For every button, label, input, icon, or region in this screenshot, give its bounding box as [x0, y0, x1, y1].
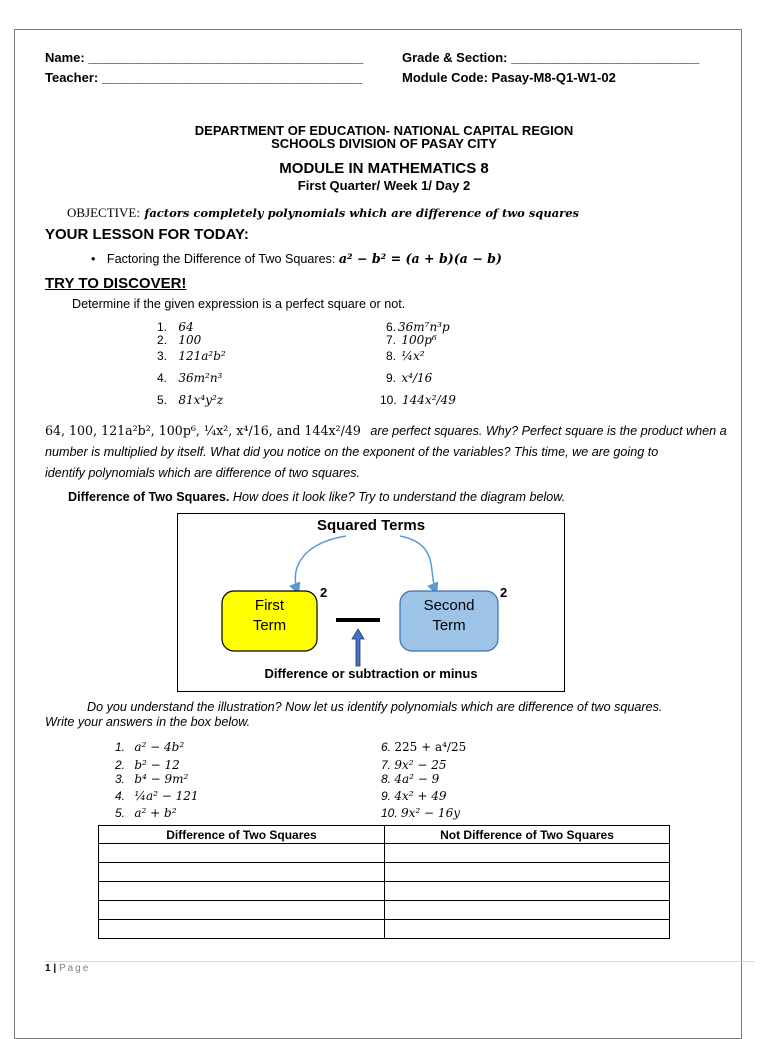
list-item: 1. 64: [157, 320, 194, 334]
answer-cell[interactable]: [385, 863, 670, 882]
perfect-squares-list: 64, 100, 121a²b², 100p⁶, ¼x², x⁴/16, and 144x²/49: [45, 423, 361, 438]
quarter-subtitle: First Quarter/ Week 1/ Day 2: [297, 178, 471, 193]
answer-cell[interactable]: [99, 844, 385, 863]
lesson-bullet-text: Factoring the Difference of Two Squares:: [106, 252, 336, 266]
list-item: 9. x⁴/16: [386, 371, 433, 385]
lesson-formula: a² − b² = (a + b)(a − b): [338, 251, 502, 266]
footer-separator: |: [53, 963, 57, 974]
teacher-label: Teacher:: [45, 70, 99, 85]
name-label: Name:: [45, 50, 85, 65]
column-header-not-difference: Not Difference of Two Squares: [385, 826, 670, 844]
answer-cell[interactable]: [99, 863, 385, 882]
list-item: 9. 4x² + 49: [381, 789, 447, 803]
difference-intro: Difference of Two Squares. How does it look like? Try to understand the diagram below.: [68, 490, 566, 504]
first-exponent: 2: [320, 585, 328, 600]
department-title: DEPARTMENT OF EDUCATION- NATIONAL CAPITAL REGION: [194, 123, 574, 138]
teacher-line: ____________________________________: [101, 70, 363, 85]
module-code: Module Code: Pasay-M8-Q1-W1-02: [402, 70, 616, 85]
list-item: 2. b² − 12: [115, 758, 180, 772]
difference-of-squares-diagram: [177, 513, 565, 692]
answer-cell[interactable]: [99, 901, 385, 920]
answer-table: [98, 825, 670, 939]
table-row: [99, 844, 670, 863]
list-item: 1. a² − 4b²: [115, 740, 185, 754]
grade-section-field: [402, 50, 699, 65]
list-item: 4. ¼a² − 121: [115, 789, 199, 803]
teacher-field: [45, 70, 362, 85]
column-header-difference: Difference of Two Squares: [99, 826, 385, 844]
list-item: 10. 144x²/49: [380, 393, 456, 407]
illustration-line-2: Write your answers in the box below.: [45, 715, 251, 729]
page-footer: [45, 963, 90, 974]
table-row: [99, 920, 670, 939]
list-item: 2. 100: [157, 333, 202, 347]
answer-cell[interactable]: [385, 920, 670, 939]
table-row: [99, 863, 670, 882]
objective-text: factors completely polynomials which are difference of two squares: [144, 206, 580, 220]
answer-cell[interactable]: [385, 882, 670, 901]
grade-label: Grade & Section:: [402, 50, 508, 65]
list-item: 8. 4a² − 9: [381, 772, 440, 786]
answer-cell[interactable]: [99, 882, 385, 901]
objective-label: OBJECTIVE:: [67, 205, 140, 220]
first-term-label: First Term: [252, 597, 287, 634]
list-item: 4. 36m²n³: [157, 371, 223, 385]
list-item: 6. 36m⁷n³p: [386, 320, 450, 334]
list-item: 8. ¼x²: [386, 349, 425, 363]
objective: [67, 204, 579, 222]
explanation-line-2: number is multiplied by itself. What did you notice on the exponent of the variables? This time, we are going to: [45, 445, 659, 459]
list-item: 7. 100p⁶: [386, 333, 437, 347]
list-item: 3. b⁴ − 9m²: [115, 772, 189, 786]
answer-cell[interactable]: [385, 844, 670, 863]
answer-cell[interactable]: [99, 920, 385, 939]
page-number: 1: [45, 963, 51, 974]
list-item: 7. 9x² − 25: [381, 758, 447, 772]
module-title: MODULE IN MATHEMATICS 8: [279, 160, 489, 177]
table-row: [99, 882, 670, 901]
list-item: 10. 9x² − 16y: [381, 806, 460, 820]
table-row: [99, 901, 670, 920]
curve-arrow-left-icon: [295, 536, 346, 592]
page-label: Page: [58, 963, 91, 974]
up-arrow-icon: [352, 629, 364, 666]
division-title: SCHOOLS DIVISION OF PASAY CITY: [271, 136, 497, 151]
name-line: ______________________________________: [88, 50, 364, 65]
explanation-line-3: identify polynomials which are difference of two squares.: [45, 466, 361, 480]
lesson-heading: YOUR LESSON FOR TODAY:: [45, 226, 249, 243]
footer-divider: [45, 961, 755, 962]
list-item: 5. a² + b²: [115, 806, 177, 820]
list-item: 3. 121a²b²: [157, 349, 226, 363]
bullet-icon: •: [91, 252, 96, 266]
discover-instruction: Determine if the given expression is a perfect square or not.: [72, 297, 406, 311]
curve-arrow-right-icon: [400, 536, 436, 592]
squared-terms-title: Squared Terms: [316, 517, 426, 534]
list-item: 5. 81x⁴y²z: [157, 393, 224, 407]
illustration-line-1: Do you understand the illustration? Now let us identify polynomials which are difference of two squares.: [87, 700, 663, 714]
discover-heading: TRY TO DISCOVER!: [45, 275, 187, 292]
answer-cell[interactable]: [385, 901, 670, 920]
name-field: [45, 50, 363, 65]
diagram-caption: Difference or subtraction or minus: [264, 666, 478, 681]
explanation-line-1: 64, 100, 121a²b², 100p⁶, ¼x², x⁴/16, and 144x²/49 are perfect squares. Why? Perfect square is the product when a: [45, 423, 727, 438]
grade-line: __________________________: [511, 50, 700, 65]
second-term-label: Second Term: [423, 597, 475, 634]
list-item: 6. 225 + a⁴/25: [381, 740, 467, 754]
answer-table-header: [99, 826, 670, 844]
second-exponent: 2: [500, 585, 508, 600]
lesson-bullet: [91, 251, 502, 266]
